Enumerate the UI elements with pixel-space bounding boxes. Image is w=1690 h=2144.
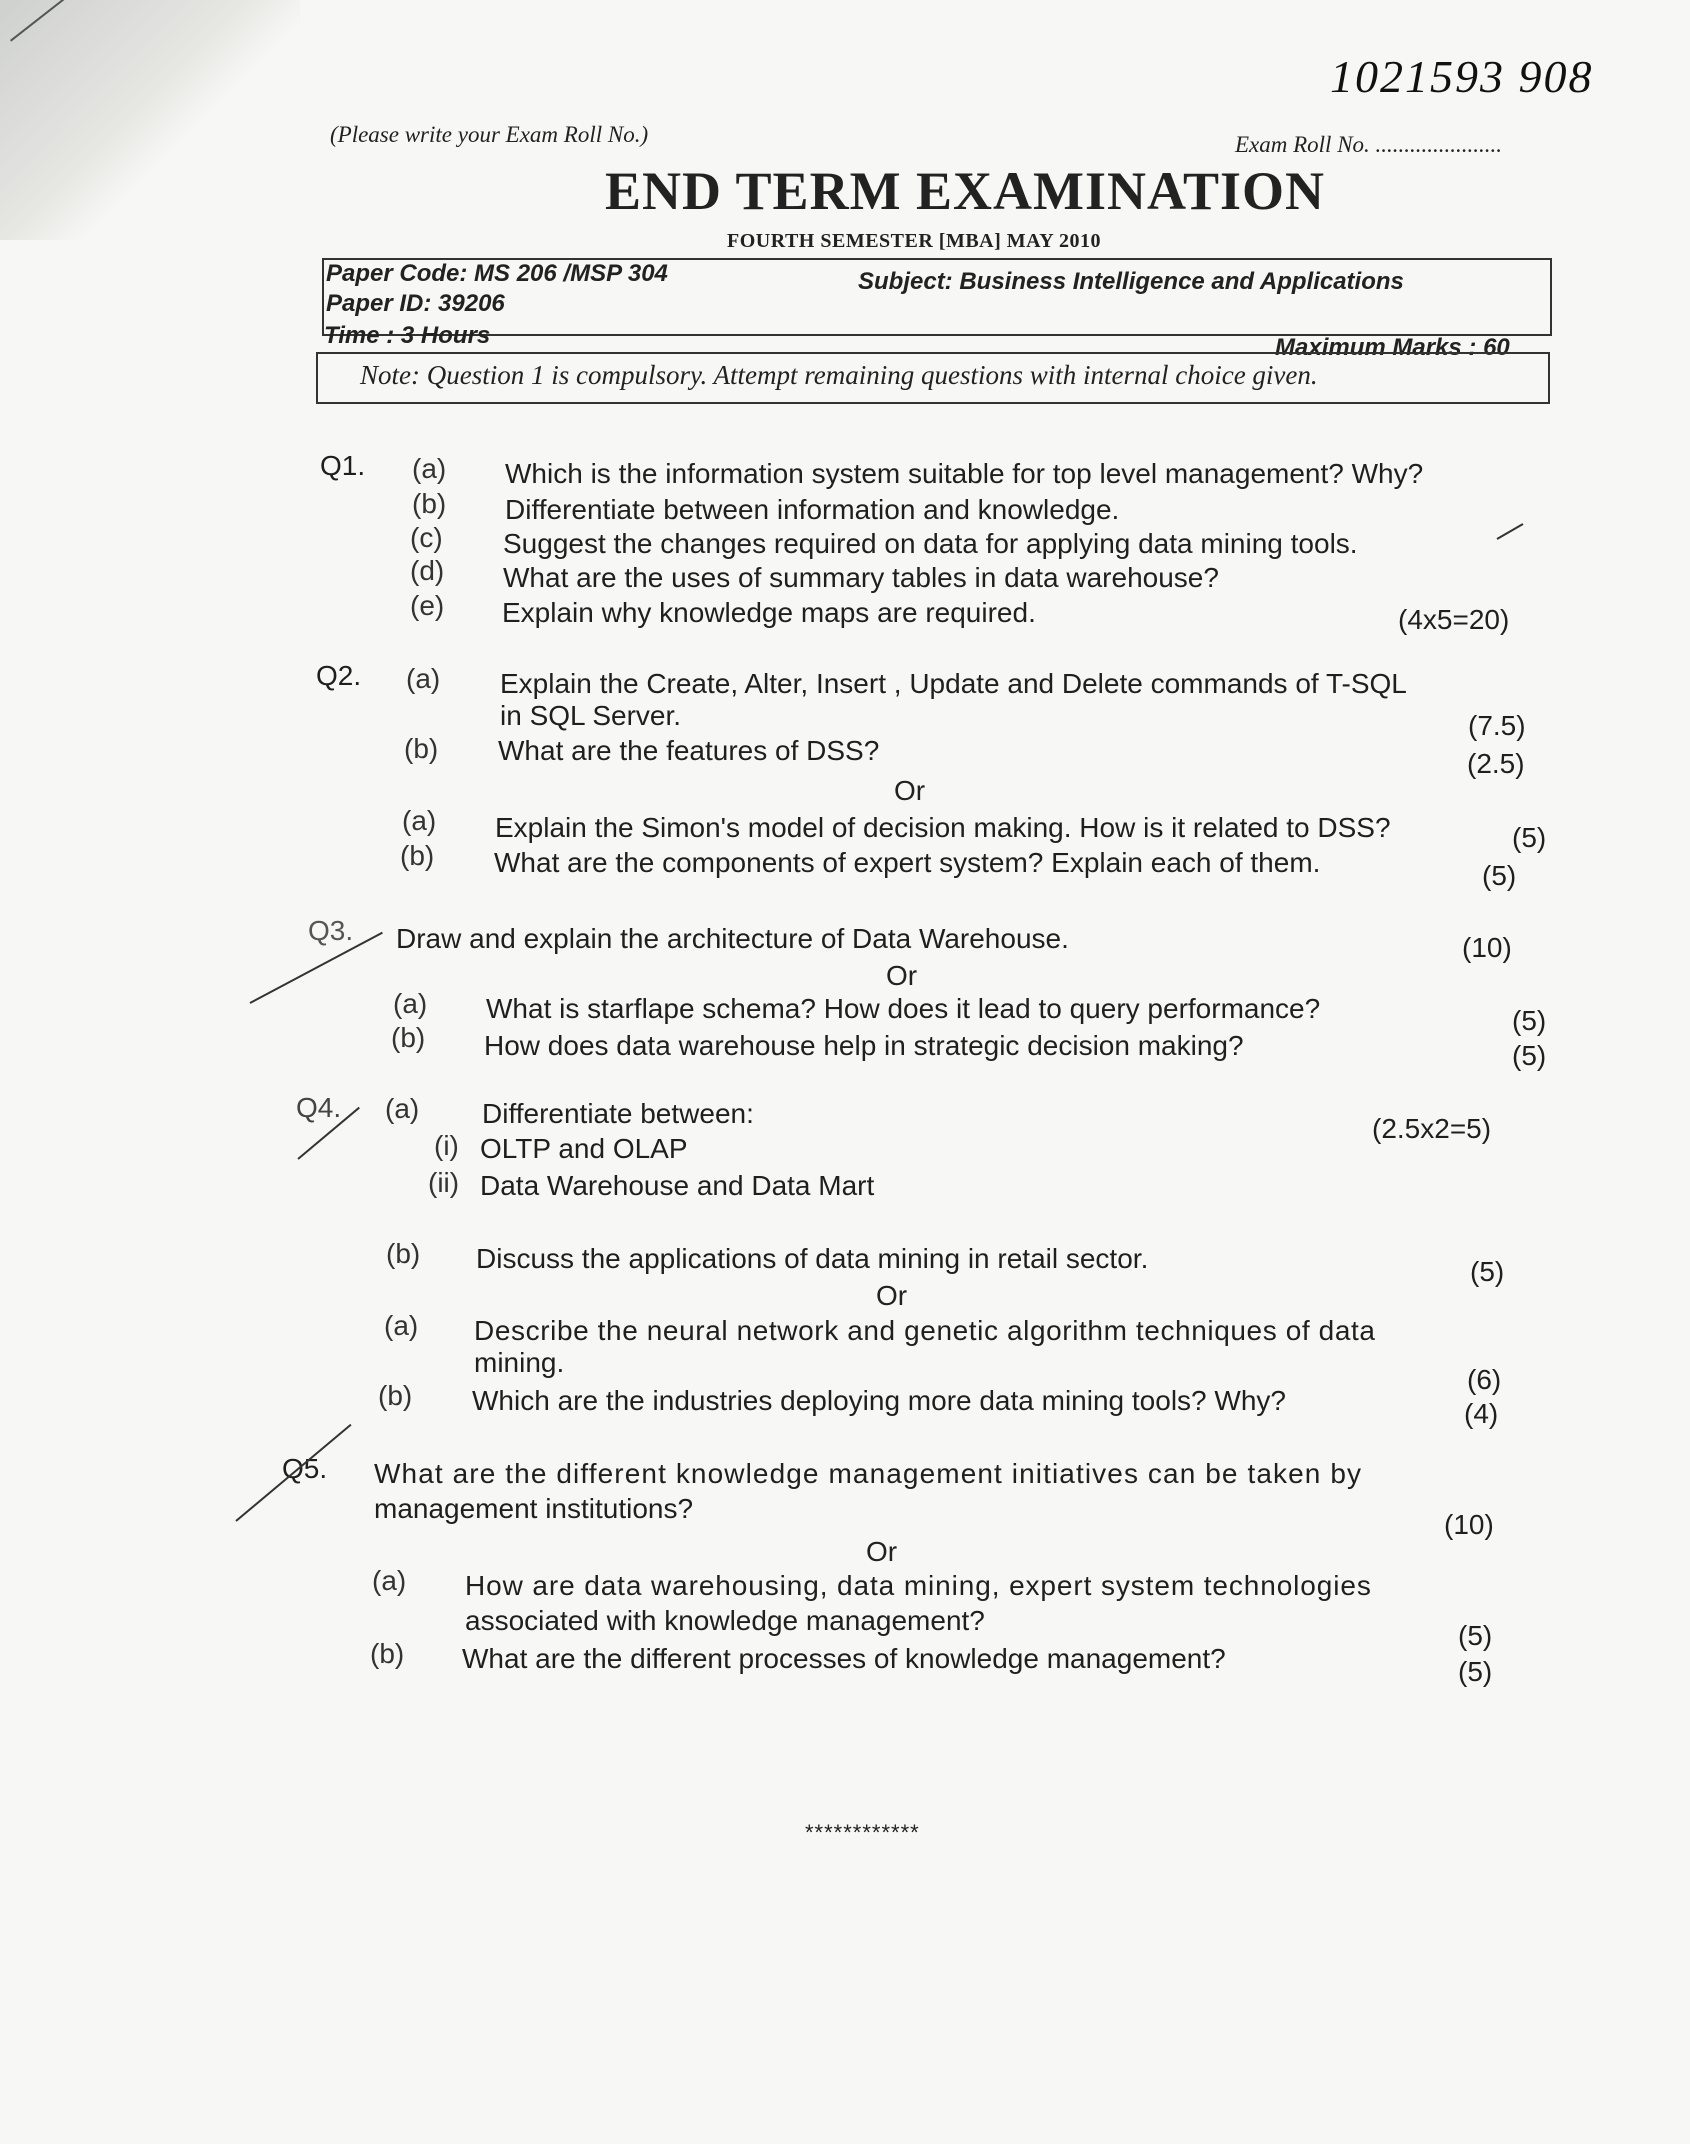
q5-or: Or [866,1536,898,1567]
q3c-text: How does data warehouse help in strategic decision making? [484,1030,1244,1061]
q4a-ii-label: (ii) [428,1167,460,1198]
q1d-text: What are the uses of summary tables in data warehouse? [503,562,1219,593]
q4b-marks: (5) [1470,1256,1505,1287]
q5a-text-line1: What are the different knowledge management initiatives can be taken by [374,1458,1363,1489]
q2a-label: (a) [406,663,441,694]
paper-code: Paper Code: MS 206 /MSP 304 [326,260,668,287]
q4b-label: (b) [386,1238,421,1269]
q4-or: Or [876,1280,908,1311]
q1d-label: (d) [410,555,445,586]
q5c-label: (b) [370,1638,405,1669]
q2b-marks: (2.5) [1467,748,1525,779]
q2c-text: Explain the Simon's model of decision making. How is it related to DSS? [495,812,1391,843]
q5c-marks: (5) [1458,1656,1493,1687]
q2b-label: (b) [404,733,439,764]
q4c-label: (a) [384,1310,419,1341]
q4c-marks: (6) [1467,1364,1502,1395]
roll-instruction: (Please write your Exam Roll No.) [330,122,649,147]
q2d-marks: (5) [1482,860,1517,891]
q2d-text: What are the components of expert system? Explain each of them. [494,847,1321,878]
roll-label: Exam Roll No. ...................... [1235,132,1503,157]
pen-tick-q1 [1497,523,1524,540]
q5a-text-line2: management institutions? [374,1493,694,1524]
instructions-note: Note: Question 1 is compulsory. Attempt remaining questions with internal choice given. [360,360,1318,390]
q1-marks: (4x5=20) [1398,604,1510,635]
q2c-label: (a) [402,805,437,836]
q1a-label: (a) [412,453,447,484]
q2a-marks: (7.5) [1468,710,1526,741]
q4a-i-label: (i) [434,1130,459,1161]
q3b-text: What is starflape schema? How does it lead to query performance? [486,993,1321,1024]
q5-number: Q5. [282,1453,328,1484]
q2a-text-line2: in SQL Server. [500,700,682,731]
q3-or: Or [886,960,918,991]
q2b-text: What are the features of DSS? [498,735,880,766]
q2d-label: (b) [400,840,435,871]
q3a-marks: (10) [1462,932,1512,963]
pen-tick-q5 [235,1424,351,1522]
q1c-label: (c) [410,522,443,553]
q2-or: Or [894,775,926,806]
subject: Subject: Business Intelligence and Applications [858,268,1404,295]
q1e-label: (e) [410,590,445,621]
q4b-text: Discuss the applications of data mining in retail sector. [476,1243,1149,1274]
q3b-marks: (5) [1512,1005,1547,1036]
q3c-label: (b) [391,1022,426,1053]
q3b-label: (a) [393,988,428,1019]
q2c-marks: (5) [1512,822,1547,853]
q2-number: Q2. [316,660,362,691]
q4d-text: Which are the industries deploying more data mining tools? Why? [472,1385,1286,1416]
exam-time: Time : 3 Hours [324,322,491,349]
q4c-text-line1: Describe the neural network and genetic algorithm techniques of data [474,1315,1376,1346]
q5b-text-line1: How are data warehousing, data mining, expert system technologies [465,1570,1372,1601]
q3c-marks: (5) [1512,1040,1547,1071]
q5b-label: (a) [372,1565,407,1596]
maximum-marks: Maximum Marks : 60 [1275,334,1510,361]
q5c-text: What are the different processes of knowledge management? [462,1643,1226,1674]
q3a-text: Draw and explain the architecture of Data Warehouse. [396,923,1069,954]
q4a-text: Differentiate between: [482,1098,754,1129]
q5a-marks: (10) [1444,1509,1494,1540]
end-of-paper-mark: ************ [805,1820,920,1845]
q4a-label: (a) [385,1093,420,1124]
folded-corner [0,0,300,240]
exam-title: END TERM EXAMINATION [605,161,1326,221]
q4d-label: (b) [378,1380,413,1411]
q4c-text-line2: mining. [474,1347,565,1378]
q1e-text: Explain why knowledge maps are required. [502,597,1036,628]
handwritten-roll-number: 1021593 908 [1330,51,1594,102]
semester-line: FOURTH SEMESTER [MBA] MAY 2010 [727,230,1101,252]
q2a-text-line1: Explain the Create, Alter, Insert , Update and Delete commands of T-SQL [500,668,1407,699]
paper-id: Paper ID: 39206 [326,290,505,317]
q4-number: Q4. [296,1092,342,1123]
q5b-marks: (5) [1458,1620,1493,1651]
q1b-text: Differentiate between information and knowledge. [505,494,1120,525]
q4d-marks: (4) [1464,1398,1499,1429]
q3-number: Q3. [308,915,354,946]
q4a-ii-text: Data Warehouse and Data Mart [480,1170,875,1201]
q1-number: Q1. [320,450,366,481]
q4a-marks: (2.5x2=5) [1372,1113,1492,1144]
q1a-text: Which is the information system suitable for top level management? Why? [505,458,1424,489]
q5b-text-line2: associated with knowledge management? [465,1605,985,1636]
q1c-text: Suggest the changes required on data for applying data mining tools. [503,528,1358,559]
q4a-i-text: OLTP and OLAP [480,1133,688,1164]
q1b-label: (b) [412,488,447,519]
